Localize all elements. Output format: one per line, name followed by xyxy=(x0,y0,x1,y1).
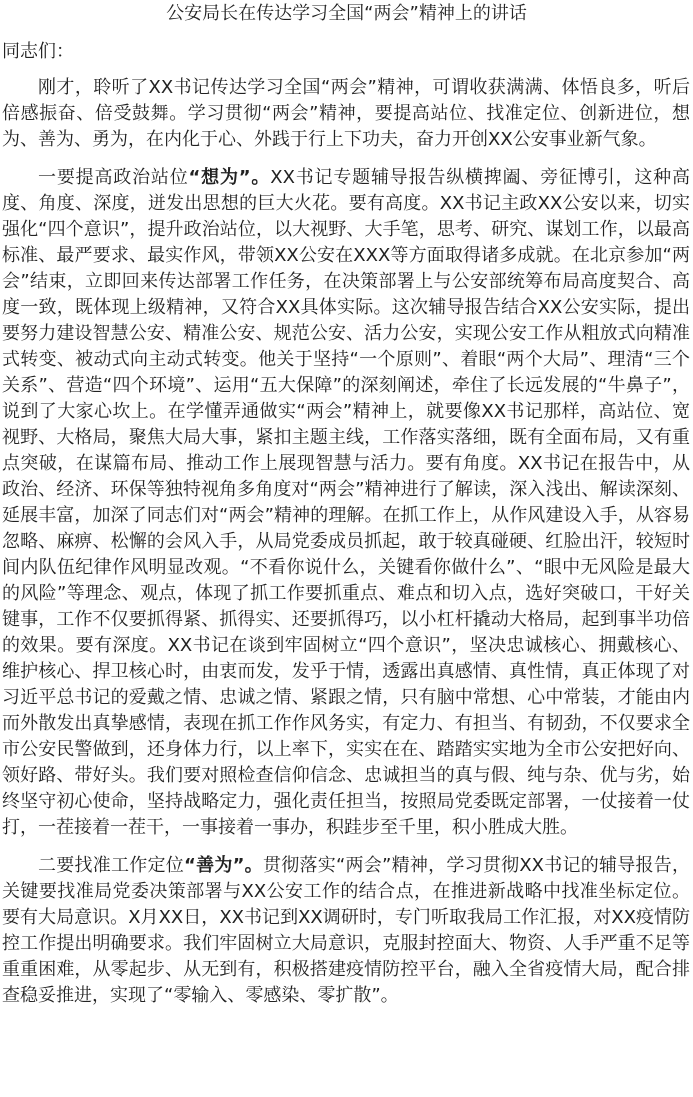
paragraph-point-two xyxy=(0,853,693,1009)
paragraph-body: 贯彻落实“两会”精神，学习贯彻XX书记的辅导报告，关键要找准局党委决策部署与XX公安工作的结合点，在推进新战略中找准坐标定位。要有大局意识。X月XX日，XX书记到XX调研时，专门听取我局工作汇报，对XX疫情防控工作提出明确要求。我们牢固树立大局意识，克服封控面大、物资、人手严重不足等重重困难，从零起步、从无到有，积极搭建疫情防控平台，融入全省疫情大局，配合排查稳妥推进，实现了“零输入、零感染、零扩散”。 xyxy=(2,855,691,1006)
paragraph-lead: 一要提高政治站位 xyxy=(38,167,189,188)
paragraph-body: XX书记专题辅导报告纵横捭阖、旁征博引，这种高度、角度、深度，迸发出思想的巨大火花。要有高度。XX书记主政XX公安以来，切实强化“四个意识”，提升政治站位，以大视野、大手笔，思考、研究、谋划工作，以最高标准、最严要求、最实作风，带领XX公安在XXX等方面取得诸多成就。在北京参加“两会”结束，立即回来传达部署工作任务，在决策部署上与公安部统筹布局高度契合、高度一致，既体现上级精神，又符合XX具体实际。这次辅导报告结合XX公安实际，提出要努力建设智慧公安、精准公安、规范公安、活力公安，实现公安工作从粗放式向精准式转变、被动式向主动式转变。他关于坚持“一个原则”、着眼“两个大局”、理清“三个关系”、营造“四个环境”、运用“五大保障”的深刻阐述，牵住了长远发展的“牛鼻子”，说到了大家心坎上。在学懂弄通做实“两会”精神上，就要像XX书记那样，高站位、宽视野、大格局，聚焦大局大事，紧扣主题主线，工作落实落细，既有全面布局，又有重点突破，在谋篇布局、推动工作上展现智慧与活力。要有角度。XX书记在报告中，从政治、经济、环保等独特视角多角度对“两会”精神进行了解读，深入浅出、解读深刻、延展丰富，加深了同志们对“两会”精神的理解。在抓工作上，从作风建设入手，从容易忽略、麻痹、松懈的会风入手，从局党委成员抓起，敢于较真碰硬、红脸出汗，较短时间内队伍纪律作风明显改观。“不看你说什么，关键看你做什么”、“眼中无风险是最大的风险”等理念、观点，体现了抓工作要抓重点、难点和切入点，选好突破口，干好关键事，工作不仅要抓得紧、抓得实、还要抓得巧，以小杠杆撬动大格局，起到事半功倍的效果。要有深度。XX书记在谈到牢固树立“四个意识”，坚决忠诚核心、拥戴核心、维护核心、捍卫核心时，由衷而发，发乎于情，透露出真感情、真性情，真正体现了对习近平总书记的爱戴之情、忠诚之情、紧跟之情，只有脑中常想、心中常装，才能由内而外散发出真挚感情，表现在抓工作作风务实，有定力、有担当、有韧劲，不仅要求全市公安民警做到，还身体力行，以上率下，实实在在、踏踏实实地为全市公安把好向、领好路、带好头。我们要对照检查信仰信念、忠诚担当的真与假、纯与杂、优与劣，始终坚守初心使命，坚持战略定力，强化责任担当，按照局党委既定部署，一仗接着一仗打，一茬接着一茬干，一事接着一事办，积跬步至千里，积小胜成大胜。 xyxy=(2,167,690,838)
paragraph-key-phrase: “想为”。 xyxy=(188,167,271,188)
paragraph-key-phrase: “善为”。 xyxy=(184,855,263,876)
paragraph-intro xyxy=(0,75,693,153)
page-title: 公安局长在传达学习全国“两会”精神上的讲话 xyxy=(166,3,527,24)
paragraph-body: 刚才，聆听了XX书记传达学习全国“两会”精神，可谓收获满满、体悟良多，听后倍感振奋、倍受鼓舞。学习贯彻“两会”精神，要提高站位、找准定位、创新进位，想为、善为、勇为，在内化于心、外践于行上下功夫，奋力开创XX公安事业新气象。 xyxy=(2,77,690,150)
salutation: 同志们： xyxy=(2,41,74,62)
paragraph-lead: 二要找准工作定位 xyxy=(38,855,185,876)
paragraph-point-one xyxy=(0,165,693,841)
